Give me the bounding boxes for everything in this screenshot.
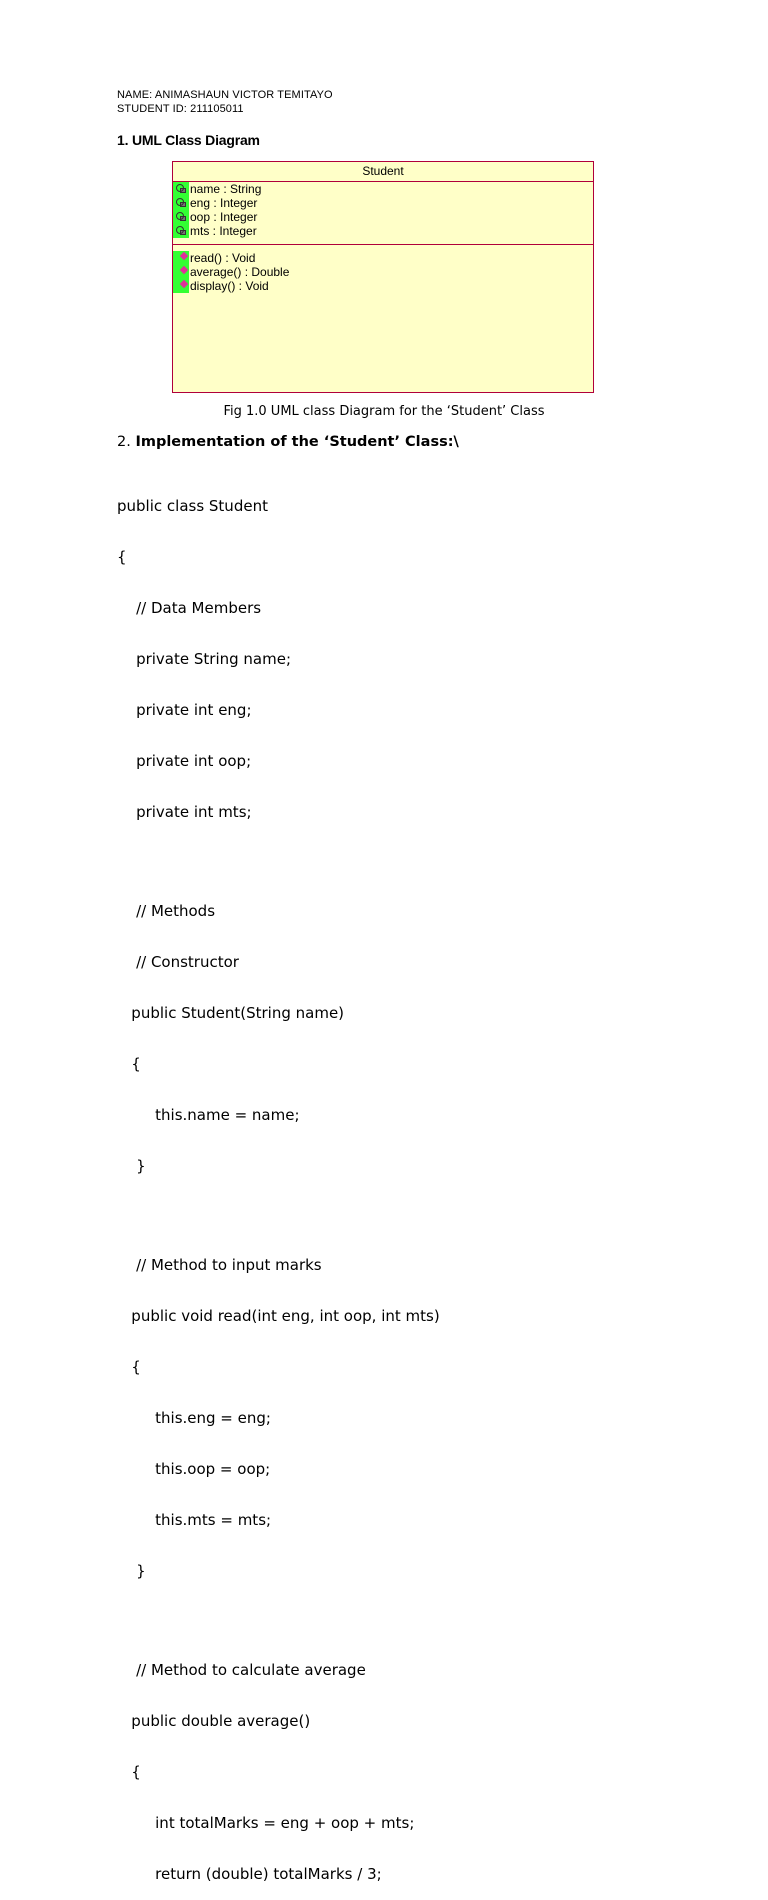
- uml-method-text: display() : Void: [190, 279, 269, 293]
- code-line: {: [117, 548, 127, 566]
- uml-class-name: Student: [173, 162, 593, 182]
- code-line: {: [117, 1763, 141, 1781]
- attribute-icon: [173, 182, 189, 196]
- uml-attributes-compartment: [173, 182, 593, 245]
- code-line: int totalMarks = eng + oop + mts;: [117, 1814, 415, 1832]
- uml-attribute-row: [173, 196, 257, 210]
- code-line: private String name;: [117, 650, 292, 668]
- figure-caption: Fig 1.0 UML class Diagram for the ‘Student’ Class: [223, 404, 545, 419]
- method-icon: [173, 279, 189, 293]
- code-line: this.name = name;: [117, 1106, 300, 1124]
- code-line: public class Student: [117, 497, 268, 515]
- code-line: private int mts;: [117, 803, 252, 821]
- uml-method-text: average() : Double: [190, 265, 290, 279]
- uml-attribute-row: [173, 182, 261, 196]
- uml-attribute-text: eng : Integer: [190, 196, 258, 210]
- code-line: }: [117, 1562, 146, 1580]
- section-heading-implementation: [117, 434, 459, 450]
- code-line: // Methods: [117, 902, 216, 920]
- attribute-icon: [173, 196, 189, 210]
- code-line: public Student(String name): [117, 1004, 345, 1022]
- uml-class-box: [172, 161, 594, 393]
- attribute-icon: [173, 210, 189, 224]
- code-line: this.oop = oop;: [117, 1460, 271, 1478]
- attribute-icon: [173, 224, 189, 238]
- code-line: // Data Members: [117, 599, 262, 617]
- uml-attribute-text: name : String: [190, 182, 262, 196]
- section-title: Implementation of the ‘Student’ Class:\: [135, 434, 459, 450]
- code-blank-line: [117, 855, 440, 869]
- section-heading-uml: 1. UML Class Diagram: [117, 132, 260, 148]
- code-line: // Method to input marks: [117, 1256, 322, 1274]
- code-line: {: [117, 1358, 141, 1376]
- code-listing: [117, 464, 440, 1900]
- code-line: // Method to calculate average: [117, 1661, 366, 1679]
- code-line: return (double) totalMarks / 3;: [117, 1865, 382, 1883]
- student-name-line: NAME: ANIMASHAUN VICTOR TEMITAYO: [117, 89, 333, 101]
- uml-method-row: [173, 279, 269, 293]
- code-line: public void read(int eng, int oop, int mts): [117, 1307, 440, 1325]
- code-line: }: [117, 1157, 146, 1175]
- code-line: // Constructor: [117, 953, 239, 971]
- code-blank-line: [117, 1614, 440, 1628]
- student-id-line: STUDENT ID: 211105011: [117, 103, 244, 115]
- uml-attribute-text: oop : Integer: [190, 210, 258, 224]
- code-line: this.mts = mts;: [117, 1511, 272, 1529]
- uml-attribute-text: mts : Integer: [190, 224, 257, 238]
- code-line: private int oop;: [117, 752, 252, 770]
- uml-method-row: [173, 251, 255, 265]
- code-line: private int eng;: [117, 701, 252, 719]
- code-line: {: [117, 1055, 141, 1073]
- code-line: this.eng = eng;: [117, 1409, 271, 1427]
- uml-method-row: [173, 265, 289, 279]
- code-blank-line: [117, 1209, 440, 1223]
- code-line: public double average(): [117, 1712, 311, 1730]
- uml-attribute-row: [173, 224, 257, 238]
- method-icon: [173, 265, 189, 279]
- uml-method-text: read() : Void: [190, 251, 256, 265]
- uml-attribute-row: [173, 210, 257, 224]
- method-icon: [173, 251, 189, 265]
- section-number: 2.: [117, 434, 136, 450]
